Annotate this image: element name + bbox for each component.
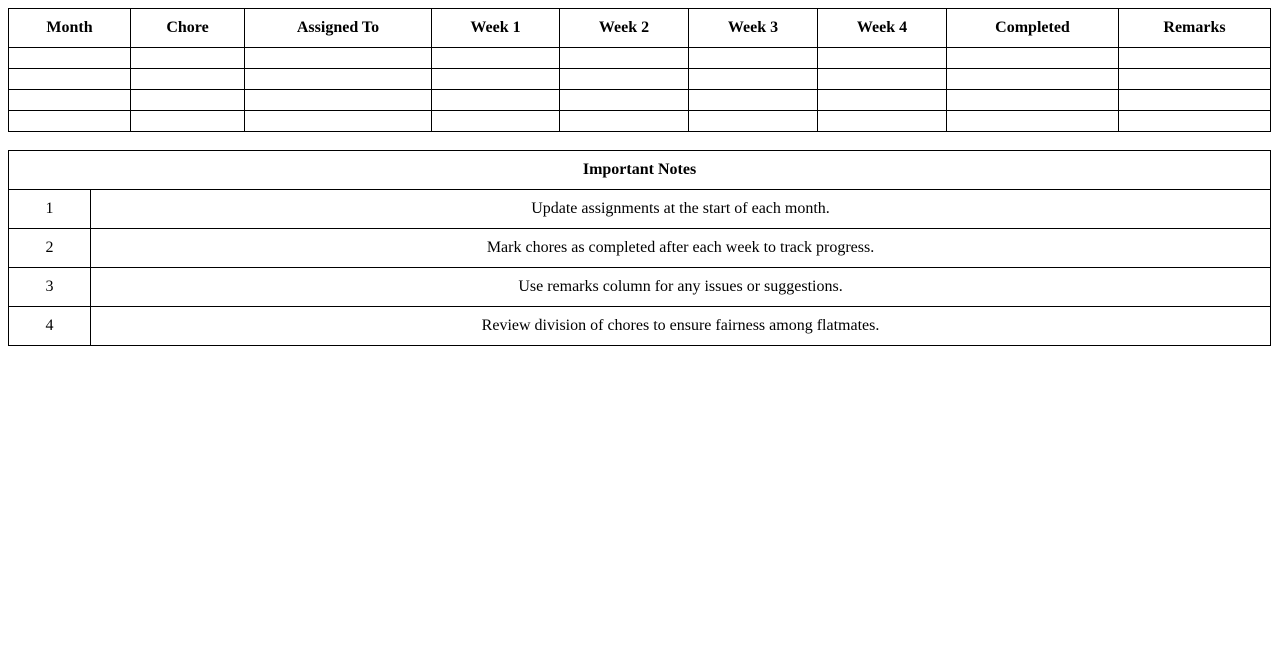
cell-week-4 xyxy=(818,69,947,90)
table-row xyxy=(9,48,1271,69)
cell-remarks xyxy=(1119,69,1271,90)
cell-completed xyxy=(947,90,1119,111)
header-week-3: Week 3 xyxy=(689,9,818,48)
cell-completed xyxy=(947,69,1119,90)
note-row xyxy=(9,190,1271,229)
note-number: 2 xyxy=(9,229,91,268)
cell-chore xyxy=(131,111,245,132)
important-notes-table xyxy=(8,150,1271,346)
note-number: 1 xyxy=(9,190,91,229)
note-row xyxy=(9,229,1271,268)
cell-week-1 xyxy=(432,90,560,111)
cell-month xyxy=(9,111,131,132)
cell-completed xyxy=(947,111,1119,132)
cell-assigned-to xyxy=(245,69,432,90)
note-number: 3 xyxy=(9,268,91,307)
note-row xyxy=(9,307,1271,346)
note-number: 4 xyxy=(9,307,91,346)
cell-week-2 xyxy=(560,48,689,69)
cell-assigned-to xyxy=(245,111,432,132)
note-text: Update assignments at the start of each month. xyxy=(91,190,1271,229)
table-row xyxy=(9,111,1271,132)
notes-title: Important Notes xyxy=(9,151,1271,190)
note-text: Review division of chores to ensure fairness among flatmates. xyxy=(91,307,1271,346)
note-row xyxy=(9,268,1271,307)
table-row xyxy=(9,90,1271,111)
chore-table-header-row xyxy=(9,9,1271,48)
notes-title-row xyxy=(9,151,1271,190)
cell-week-2 xyxy=(560,69,689,90)
header-week-4: Week 4 xyxy=(818,9,947,48)
cell-assigned-to xyxy=(245,48,432,69)
cell-week-3 xyxy=(689,69,818,90)
table-row xyxy=(9,69,1271,90)
cell-remarks xyxy=(1119,48,1271,69)
cell-remarks xyxy=(1119,111,1271,132)
cell-week-1 xyxy=(432,48,560,69)
cell-week-4 xyxy=(818,111,947,132)
cell-chore xyxy=(131,48,245,69)
chore-schedule-table xyxy=(8,8,1271,132)
note-text: Use remarks column for any issues or suggestions. xyxy=(91,268,1271,307)
header-chore: Chore xyxy=(131,9,245,48)
cell-week-2 xyxy=(560,90,689,111)
cell-week-3 xyxy=(689,90,818,111)
cell-month xyxy=(9,90,131,111)
cell-week-1 xyxy=(432,111,560,132)
header-month: Month xyxy=(9,9,131,48)
cell-month xyxy=(9,69,131,90)
header-assigned-to: Assigned To xyxy=(245,9,432,48)
header-remarks: Remarks xyxy=(1119,9,1271,48)
header-week-2: Week 2 xyxy=(560,9,689,48)
cell-week-4 xyxy=(818,48,947,69)
cell-week-1 xyxy=(432,69,560,90)
cell-week-2 xyxy=(560,111,689,132)
header-completed: Completed xyxy=(947,9,1119,48)
header-week-1: Week 1 xyxy=(432,9,560,48)
cell-week-3 xyxy=(689,48,818,69)
cell-week-4 xyxy=(818,90,947,111)
cell-month xyxy=(9,48,131,69)
cell-week-3 xyxy=(689,111,818,132)
note-text: Mark chores as completed after each week to track progress. xyxy=(91,229,1271,268)
cell-completed xyxy=(947,48,1119,69)
cell-chore xyxy=(131,69,245,90)
cell-remarks xyxy=(1119,90,1271,111)
cell-assigned-to xyxy=(245,90,432,111)
cell-chore xyxy=(131,90,245,111)
